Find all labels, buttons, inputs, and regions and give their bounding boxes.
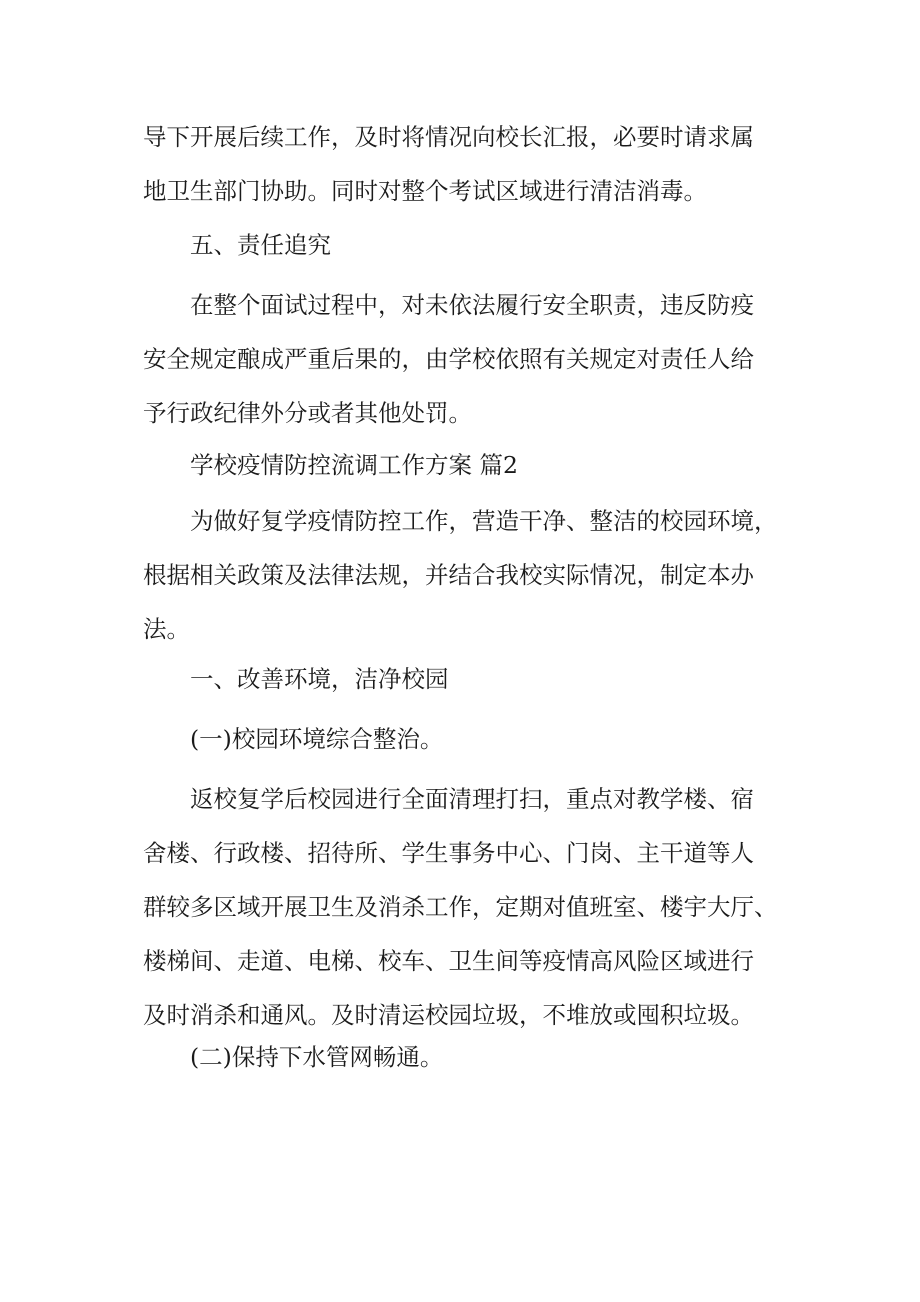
text-line: 为做好复学疫情防控工作，营造干净、整洁的校园环境， [190, 507, 778, 535]
text-line: 导下开展后续工作，及时将情况向校长汇报，必要时请求属 [143, 123, 754, 151]
heading-text: (一)校园环境综合整治。 [190, 725, 444, 753]
text-line: 舍楼、行政楼、招待所、学生事务中心、门岗、主干道等人 [143, 839, 754, 867]
paragraph-continuation [143, 110, 783, 218]
title-text: 学校疫情防控流调工作方案 篇2 [190, 451, 518, 479]
heading-text: 一、改善环境，洁净校园 [190, 665, 449, 693]
text-line: 地卫生部门协助。同时对整个考试区域进行清洁消毒。 [143, 177, 707, 205]
text-line: 返校复学后校园进行全面清理打扫，重点对教学楼、宿 [190, 785, 754, 813]
paragraph-responsibility [143, 278, 783, 440]
section-heading-environment [143, 652, 783, 706]
heading-text: (二)保持下水管网畅通。 [190, 1043, 444, 1071]
section-title-part2 [143, 438, 783, 492]
section-heading-responsibility [143, 218, 783, 272]
paragraph-intro [143, 494, 783, 656]
paragraph-cleaning [143, 772, 783, 1042]
text-line: 根据相关政策及法律法规，并结合我校实际情况，制定本办 [143, 561, 754, 589]
text-line: 楼梯间、走道、电梯、校车、卫生间等疫情高风险区域进行 [143, 947, 754, 975]
text-line: 安全规定酿成严重后果的，由学校依照有关规定对责任人给 [143, 345, 754, 373]
text-line: 群较多区域开展卫生及消杀工作，定期对值班室、楼宇大厅、 [143, 893, 778, 921]
text-line: 法。 [143, 615, 190, 643]
subsection-heading-1 [143, 712, 783, 766]
text-line: 及时消杀和通风。及时清运校园垃圾，不堆放或囤积垃圾。 [143, 1001, 754, 1029]
text-line: 在整个面试过程中，对未依法履行安全职责，违反防疫 [190, 291, 754, 319]
text-line: 予行政纪律外分或者其他处罚。 [143, 399, 472, 427]
heading-text: 五、责任追究 [190, 231, 331, 259]
subsection-heading-2 [143, 1030, 783, 1084]
